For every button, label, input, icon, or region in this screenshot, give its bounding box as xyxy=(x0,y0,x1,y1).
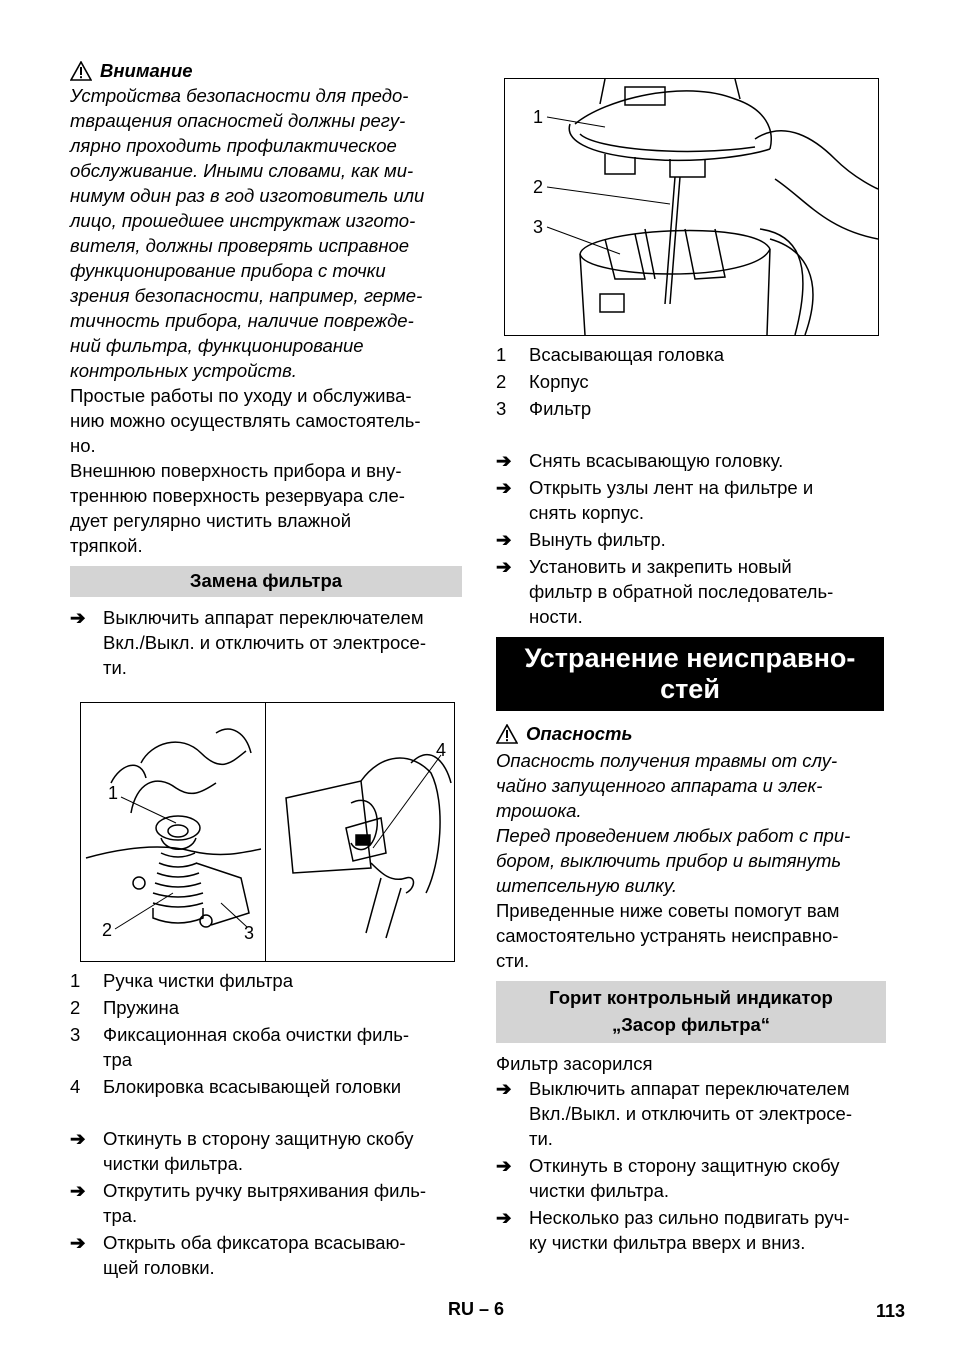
step-item xyxy=(70,1126,462,1176)
step-text: Выключить аппарат переключателем Вкл./Выкл. и отключить от электросе- ти. xyxy=(529,1078,853,1149)
legend-text: Пружина xyxy=(103,997,180,1018)
legend-number: 3 xyxy=(496,398,507,419)
arrow-right-icon: ➔ xyxy=(496,1207,512,1228)
danger-text: Опасность получения травмы от слу- чайно запущенного аппарата и элек- трошока. xyxy=(496,750,838,821)
legend-item xyxy=(70,995,462,1020)
step-item xyxy=(496,554,888,629)
figure-leader-lines xyxy=(81,703,454,961)
arrow-right-icon: ➔ xyxy=(496,556,512,577)
warning-heading xyxy=(70,58,462,83)
step-text: Снять всасывающую головку. xyxy=(529,450,784,471)
step-list xyxy=(496,448,888,629)
figure-label: 1 xyxy=(533,107,544,127)
step-text: Откинуть в сторону защитную скобу чистки фильтра. xyxy=(529,1155,840,1201)
legend-number: 1 xyxy=(70,970,81,991)
section-page-indicator: RU – 6 xyxy=(448,1299,505,1319)
legend-text: Всасывающая головка xyxy=(529,344,725,365)
legend-number: 1 xyxy=(496,344,507,365)
warning-title: Внимание xyxy=(100,60,193,81)
legend-number: 4 xyxy=(70,1076,81,1097)
figure-label: 4 xyxy=(436,740,447,760)
danger-heading xyxy=(496,721,888,746)
legend-item xyxy=(496,342,888,367)
step-list xyxy=(70,1126,462,1280)
section-heading-filter-replacement: Замена фильтра xyxy=(70,566,462,597)
step-item xyxy=(70,1178,462,1228)
step-item xyxy=(70,1230,462,1280)
legend-text: Ручка чистки фильтра xyxy=(103,970,294,991)
troubleshooting-intro: Приведенные ниже советы помогут вам самостоятельно устранять неисправно- сти. xyxy=(496,900,840,971)
step-text: Вынуть фильтр. xyxy=(529,529,666,550)
left-column xyxy=(70,58,462,1280)
figure-label: 2 xyxy=(102,920,113,940)
legend-item xyxy=(70,1022,462,1072)
arrow-right-icon: ➔ xyxy=(496,1078,512,1099)
arrow-right-icon: ➔ xyxy=(70,1180,86,1201)
step-list xyxy=(496,1076,888,1255)
legend-number: 2 xyxy=(496,371,507,392)
step-item xyxy=(496,527,888,552)
arrow-right-icon: ➔ xyxy=(496,450,512,471)
danger-title: Опасность xyxy=(526,723,633,744)
arrow-right-icon: ➔ xyxy=(70,607,86,628)
suction-head-figure xyxy=(504,78,879,336)
step-item xyxy=(496,1153,888,1203)
filter-cleaning-figure xyxy=(80,702,455,962)
maintenance-paragraph: Простые работы по уходу и обслужива- нию можно осуществлять самостоятель- но. xyxy=(70,385,421,456)
arrow-right-icon: ➔ xyxy=(70,1232,86,1253)
arrow-right-icon: ➔ xyxy=(70,1128,86,1149)
legend-item xyxy=(70,1074,462,1099)
step-text: Несколько раз сильно подвигать руч- ку чистки фильтра вверх и вниз. xyxy=(529,1207,850,1253)
step-text: Установить и закрепить новый фильтр в обратной последователь- ности. xyxy=(529,556,834,627)
step-item xyxy=(70,605,462,680)
page-number: 113 xyxy=(876,1301,906,1321)
step-text: Открыть оба фиксатора всасываю- щей головки. xyxy=(103,1232,406,1278)
legend-item xyxy=(496,396,888,421)
arrow-right-icon: ➔ xyxy=(496,477,512,498)
figure-leader-lines xyxy=(505,79,878,335)
step-text: Выключить аппарат переключателем Вкл./Выкл. и отключить от электросе- ти. xyxy=(103,607,427,678)
cause-text: Фильтр засорился xyxy=(496,1053,653,1074)
legend-text: Корпус xyxy=(529,371,589,392)
legend-text: Блокировка всасывающей головки xyxy=(103,1076,402,1097)
legend-number: 3 xyxy=(70,1024,81,1045)
chapter-heading: Устранение неисправно- стей xyxy=(496,637,884,711)
figure-label: 3 xyxy=(244,923,255,943)
arrow-right-icon: ➔ xyxy=(496,1155,512,1176)
danger-instruction: Перед проведением любых работ с при- бором, выключить прибор и вытянуть штепсельную вилку. xyxy=(496,825,851,896)
figure-label: 1 xyxy=(108,783,119,803)
section-heading-filter-clogged: Горит контрольный индикатор „Засор фильтра“ xyxy=(496,981,886,1043)
step-item xyxy=(496,1205,888,1255)
legend-text: Фиксационная скоба очистки филь- тра xyxy=(103,1024,410,1070)
warning-triangle-icon xyxy=(70,61,92,81)
warning-text: Устройства безопасности для предо- твращения опасностей должны регу- лярно проходить профилактическое обслуживание. Иными словами, как ми- нимум один раз в год изготовитель или лицо, прошедшее инструктаж изгото- вителя, должны проверять исправное функционирование прибора с точки зрения безопасности, например, герме- тичность прибора, наличие поврежде- ний фильтра, функционирование контрольных устройств. xyxy=(70,85,425,381)
figure-legend xyxy=(70,968,462,1099)
warning-triangle-icon xyxy=(496,724,518,744)
arrow-right-icon: ➔ xyxy=(496,529,512,550)
step-text: Открутить ручку вытряхивания филь- тра. xyxy=(103,1180,427,1226)
figure-legend xyxy=(496,342,888,421)
legend-item xyxy=(70,968,462,993)
step-item xyxy=(496,1076,888,1151)
legend-item xyxy=(496,369,888,394)
legend-text: Фильтр xyxy=(529,398,592,419)
step-text: Откинуть в сторону защитную скобу чистки фильтра. xyxy=(103,1128,414,1174)
cleaning-paragraph: Внешнюю поверхность прибора и вну- треннюю поверхность резервуара сле- дует регулярно чистить влажной тряпкой. xyxy=(70,460,405,556)
right-column xyxy=(496,78,888,1255)
step-text: Открыть узлы лент на фильтре и снять корпус. xyxy=(529,477,814,523)
legend-number: 2 xyxy=(70,997,81,1018)
step-item xyxy=(496,448,888,473)
figure-label: 3 xyxy=(533,217,544,237)
step-item xyxy=(496,475,888,525)
figure-label: 2 xyxy=(533,177,544,197)
